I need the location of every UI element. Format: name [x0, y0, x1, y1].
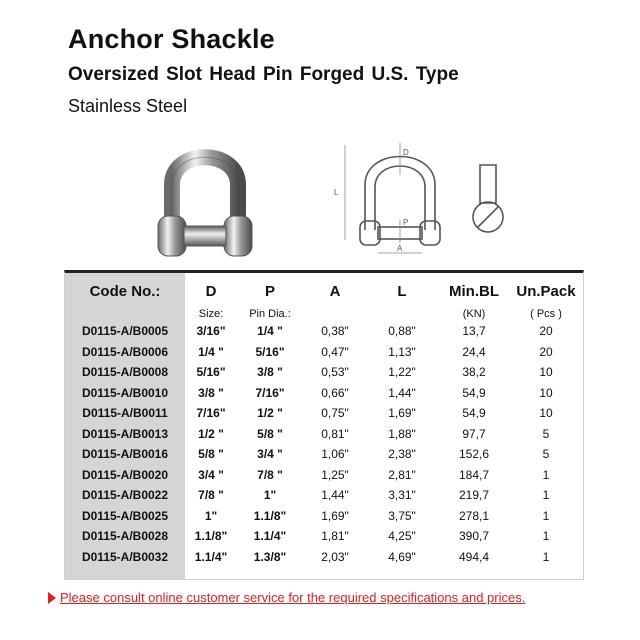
cell-a: 1,25" — [321, 467, 349, 482]
cell-code: D0115-A/B0032 — [81, 549, 169, 564]
cell-a: 1,44" — [321, 488, 349, 502]
cell-up: 5 — [542, 426, 550, 441]
header-code: Code No.: — [89, 283, 161, 300]
shackle-photo-icon — [150, 130, 260, 270]
cell-code: D0115-A/B0010 — [81, 385, 169, 400]
header-min-bl: Min.BL — [449, 283, 499, 300]
cell-a: 0,75" — [321, 406, 349, 420]
cell-up: 10 — [539, 406, 553, 420]
cell-code: D0115-A/B0011 — [82, 406, 168, 420]
cell-d: 1.1/4" — [194, 549, 228, 564]
cell-a: 0,66" — [321, 385, 349, 400]
cell-up: 1 — [542, 508, 550, 523]
cell-up: 1 — [542, 549, 550, 564]
cell-up: 1 — [542, 529, 550, 543]
cell-up: 20 — [539, 344, 553, 359]
table-row — [65, 383, 583, 404]
cell-l: 1,13" — [388, 344, 416, 359]
cell-bl: 54,9 — [462, 406, 486, 420]
cell-code: D0115-A/B0020 — [81, 467, 169, 482]
table-row — [65, 362, 583, 383]
table-row — [65, 547, 583, 568]
cell-d: 5/8 " — [198, 447, 224, 461]
cell-bl: 278,1 — [458, 508, 490, 523]
cell-code: D0115-A/B0028 — [81, 529, 169, 543]
cell-p: 1.1/8" — [253, 508, 287, 523]
cell-l: 2,81" — [388, 467, 416, 482]
cell-bl: 24,4 — [462, 344, 486, 359]
cell-bl: 184,7 — [458, 467, 490, 482]
cell-bl: 38,2 — [462, 365, 486, 379]
cell-up: 20 — [539, 324, 553, 338]
cell-p: 1/2 " — [257, 406, 283, 420]
cell-code: D0115-A/B0025 — [81, 508, 169, 523]
header-d: D — [205, 283, 217, 300]
subheader-size: Size: — [198, 308, 224, 320]
cell-code: D0115-A/B0008 — [81, 365, 169, 379]
cell-code: D0115-A/B0013 — [81, 426, 169, 441]
subheader-pin-dia: Pin Dia.: — [249, 308, 291, 320]
cell-bl: 152,6 — [458, 447, 490, 461]
cell-a: 0,53" — [321, 365, 349, 379]
table-row — [65, 403, 583, 424]
cell-d: 7/16" — [196, 406, 226, 420]
cell-d: 1" — [204, 508, 218, 523]
table-row — [65, 424, 583, 445]
cell-a: 1,06" — [321, 447, 349, 461]
cell-bl: 13,7 — [462, 324, 486, 338]
header-un-pack: Un.Pack — [516, 283, 576, 300]
dimension-drawing — [320, 135, 530, 260]
drawing-label-a: A — [397, 244, 403, 253]
cell-bl: 494,4 — [458, 549, 490, 564]
cell-a: 0,81" — [321, 426, 349, 441]
table-body — [65, 321, 583, 567]
cell-d: 3/8 " — [198, 385, 224, 400]
table-row — [65, 444, 583, 465]
drawing-label-l: L — [334, 188, 339, 197]
cell-l: 1,22" — [388, 365, 416, 379]
cell-d: 3/4 " — [198, 467, 224, 482]
cell-p: 1.1/4" — [253, 529, 287, 543]
cell-a: 1,81" — [321, 529, 349, 543]
cell-l: 0,88" — [388, 324, 416, 338]
cell-bl: 219,7 — [458, 488, 490, 502]
subheader-kn: (KN) — [462, 308, 486, 320]
subheader-pcs: ( Pcs ) — [530, 308, 562, 320]
cell-p: 1" — [263, 488, 277, 502]
drawing-label-d: D — [403, 148, 409, 157]
cell-p: 3/4 " — [257, 447, 283, 461]
table-row — [65, 485, 583, 506]
cell-p: 1/4 " — [257, 324, 283, 338]
cell-l: 1,44" — [388, 385, 416, 400]
cell-l: 3,75" — [388, 508, 416, 523]
cell-up: 10 — [539, 385, 553, 400]
cell-p: 3/8 " — [257, 365, 283, 379]
spec-table — [64, 270, 584, 580]
header-l: L — [397, 283, 407, 300]
table-row — [65, 506, 583, 527]
cell-p: 7/16" — [255, 385, 285, 400]
header-a: A — [329, 283, 341, 300]
cell-bl: 54,9 — [462, 385, 486, 400]
cell-d: 3/16" — [196, 324, 226, 338]
table-row — [65, 526, 583, 547]
cell-bl: 390,7 — [458, 529, 490, 543]
cell-d: 1/2 " — [198, 426, 224, 441]
cell-bl: 97,7 — [462, 426, 486, 441]
drawing-label-p: P — [403, 218, 409, 227]
cell-a: 2,03" — [321, 549, 349, 564]
cell-p: 5/16" — [255, 344, 285, 359]
cell-d: 5/16" — [196, 365, 226, 379]
cell-p: 5/8 " — [257, 426, 283, 441]
page-subtitle: Oversized Slot Head Pin Forged U.S. Type — [68, 64, 459, 85]
page-title: Anchor Shackle — [68, 24, 275, 54]
cell-l: 2,38" — [388, 447, 416, 461]
cell-l: 1,69" — [388, 406, 416, 420]
arrow-right-icon — [48, 592, 56, 604]
cell-a: 0,47" — [321, 344, 349, 359]
cell-code: D0115-A/B0005 — [81, 324, 169, 338]
table-row — [65, 342, 583, 363]
cell-up: 5 — [542, 447, 550, 461]
footer-note[interactable]: Please consult online customer service for the required specifications and prices. — [60, 590, 526, 605]
cell-d: 1/4 " — [198, 344, 224, 359]
cell-a: 0,38" — [321, 324, 349, 338]
cell-up: 1 — [542, 488, 550, 502]
cell-code: D0115-A/B0022 — [81, 488, 169, 502]
cell-code: D0115-A/B0006 — [81, 344, 169, 359]
cell-p: 7/8 " — [257, 467, 283, 482]
cell-up: 10 — [539, 365, 553, 379]
table-row — [65, 321, 583, 342]
header-p: P — [264, 283, 275, 300]
cell-l: 1,88" — [388, 426, 416, 441]
cell-d: 7/8 " — [198, 488, 224, 502]
cell-d: 1.1/8" — [194, 529, 228, 543]
cell-p: 1.3/8" — [253, 549, 287, 564]
cell-l: 4,25" — [388, 529, 416, 543]
material-label: Stainless Steel — [68, 96, 188, 116]
cell-a: 1,69" — [321, 508, 349, 523]
cell-code: D0115-A/B0016 — [81, 447, 169, 461]
cell-l: 4,69" — [388, 549, 416, 564]
cell-l: 3,31" — [388, 488, 416, 502]
cell-up: 1 — [542, 467, 550, 482]
table-row — [65, 465, 583, 486]
